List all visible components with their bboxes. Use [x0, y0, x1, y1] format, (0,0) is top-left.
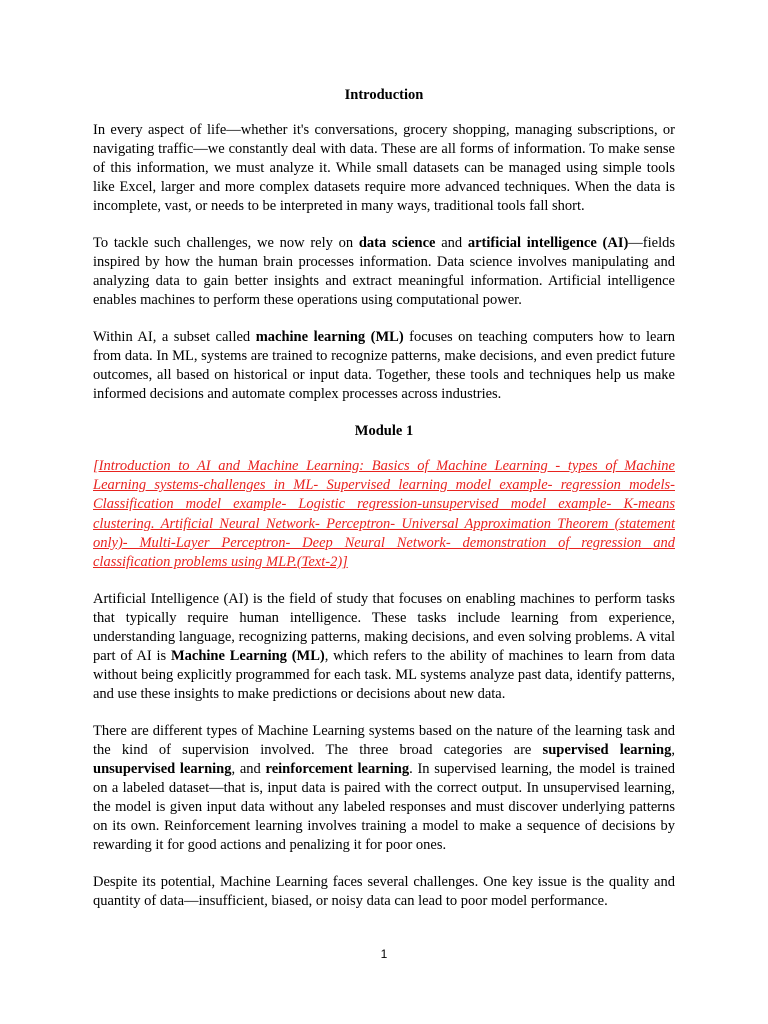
bold-term-reinforcement: reinforcement learning: [265, 761, 410, 778]
text-run: and: [435, 235, 468, 251]
intro-paragraph-2: [93, 234, 675, 310]
text-run: focuses on teaching computers how to learn from data. In ML, systems are trained to recognize patterns, make decisions, and even predict future outcomes, all based on historical or input data. Together, these tools and techniques help us make informed decisions and automate complex processes across industries.: [93, 329, 676, 402]
module-paragraph-3: Despite its potential, Machine Learning faces several challenges. One key issue is the quality and quantity of data—insufficient, biased, or noisy data can lead to poor model performance.: [93, 874, 675, 910]
bold-term-data-science: data science: [358, 235, 436, 251]
text-run: , which refers to the ability of machines to learn from data without being explicitly programmed for each task. ML systems analyze past data, identify patterns, and use these insights to make predictions or decisions about new data.: [93, 648, 675, 703]
intro-paragraph-1: In every aspect of life—whether it's conversations, grocery shopping, managing subscriptions, or navigating traffic—we constantly deal with data. These are all forms of information. To make sense of this information, we must analyze it. While small datasets can be managed using simple tools like Excel, larger and more complex datasets require more advanced techniques. When the data is incomplete, vast, or needs to be interpreted in many ways, traditional tools fall short.: [93, 122, 675, 214]
page-number: 1: [380, 947, 388, 961]
document-page: [93, 86, 675, 929]
introduction-heading: Introduction: [344, 87, 424, 103]
bold-term-ml: machine learning (ML): [255, 329, 404, 345]
text-run: , and: [231, 761, 266, 778]
text-run: ,: [671, 742, 675, 759]
bold-term-unsupervised: unsupervised learning: [93, 761, 232, 778]
text-run: Artificial Intelligence (AI) is the field of study that focuses on enabling machines to perform tasks that typically require human intelligence. These tasks include learning from experience, understanding language, recognizing patterns, making decisions, and even solving problems. A vital part of AI is: [93, 591, 675, 665]
bold-term-ai: artificial intelligence (AI): [467, 235, 629, 251]
text-run: Within AI, a subset called: [93, 329, 256, 345]
bold-term-machine-learning: Machine Learning (ML): [170, 648, 325, 665]
text-run: To tackle such challenges, we now rely on: [93, 235, 359, 251]
text-run: —fields inspired by how the human brain processes information. Data science involves manipulating and analyzing data to gain better insights and extract meaningful information. Artificial intelligence enables machines to perform these operations using computational power.: [93, 235, 676, 308]
bold-term-supervised: supervised learning: [542, 742, 672, 759]
module-heading: Module 1: [354, 423, 414, 439]
module-paragraph-1: [93, 590, 675, 704]
text-run: . In supervised learning, the model is trained on a labeled dataset—that is, input data is paired with the correct output. In unsupervised learning, the model is given input data without any labeled responses and must discover underlying patterns on its own. Reinforcement learning involves training a model to make a sequence of decisions by rewarding it for good actions and penalizing it for poor ones.: [93, 761, 675, 854]
intro-paragraph-3: [93, 328, 675, 404]
module-paragraph-2: [93, 722, 675, 855]
module-syllabus: [Introduction to AI and Machine Learning: Basics of Machine Learning - types of Machine Learning systems-challenges in ML- Supervised learning model example- regression models- Classification model example- Logistic regression-unsupervised model example- K-means clustering. Artificial Neural Network- Perceptron- Universal Approximation Theorem (statement only)- Multi-Layer Perceptron- Deep Neural Network- demonstration of regression and classification problems using MLP.(Text-2)]: [93, 458, 675, 571]
text-run: There are different types of Machine Learning systems based on the nature of the learning task and the kind of supervision involved. The three broad categories are: [93, 723, 675, 759]
